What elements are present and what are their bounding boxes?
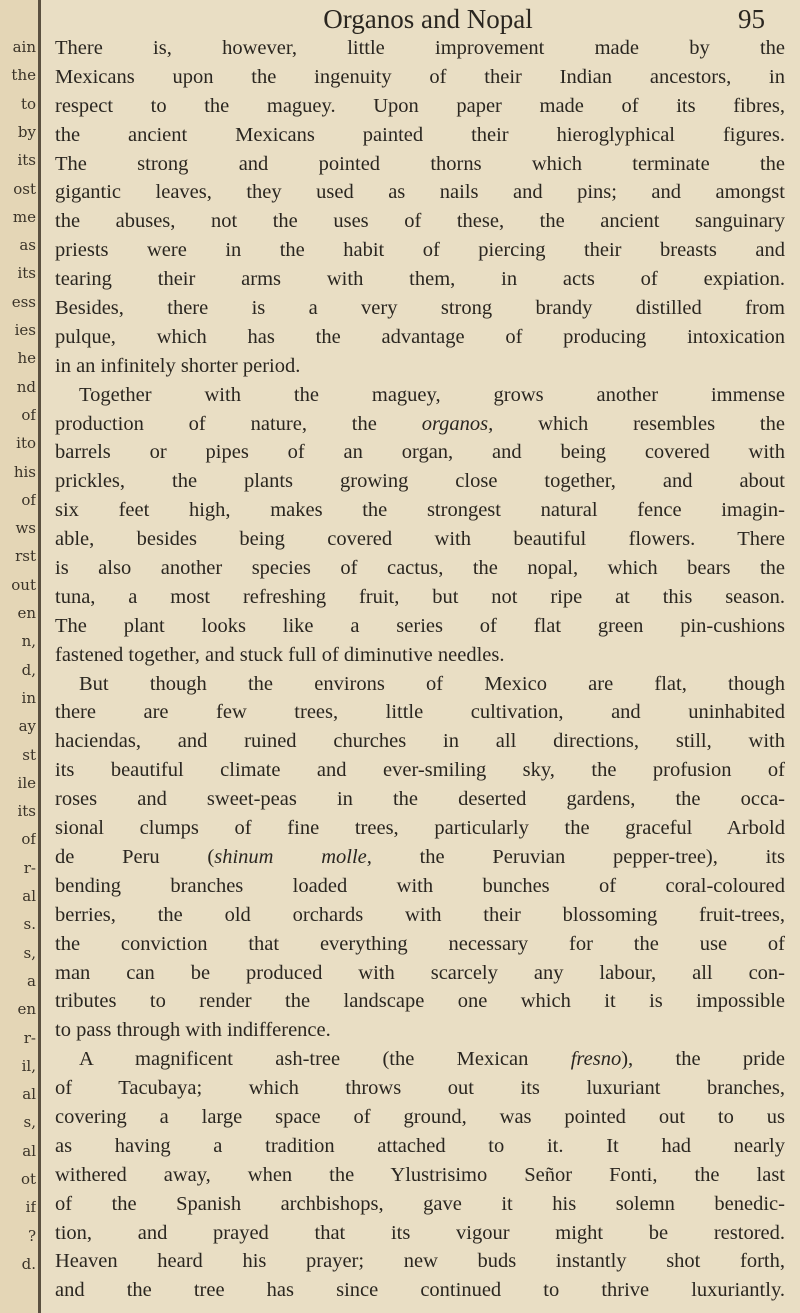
text-line	[55, 352, 785, 381]
text-line	[55, 727, 785, 756]
gutter-fragment: ain	[12, 38, 36, 56]
text-segment: prickles, the plants growing close together, and about	[55, 470, 785, 493]
text-segment: to pass through with indifference.	[55, 1019, 331, 1042]
italic-term: fresno	[570, 1048, 622, 1071]
text-segment: bending branches loaded with bunches of coral-coloured	[55, 874, 785, 897]
gutter-fragment: ies	[14, 321, 36, 339]
text-segment: berries, the old orchards with their blossoming fruit-trees,	[55, 903, 785, 926]
text-line	[55, 814, 785, 843]
text-line	[55, 1045, 785, 1074]
gutter-fragment: ot	[20, 1170, 36, 1188]
text-line	[55, 294, 785, 323]
text-line	[55, 583, 785, 612]
chapter-title: Organos and Nopal	[323, 4, 533, 34]
text-segment: production of nature, the	[55, 412, 422, 435]
text-line	[55, 236, 785, 265]
text-line	[55, 843, 785, 872]
text-segment: The strong and pointed thorns which terminate the	[55, 152, 785, 175]
gutter-fragment: ost	[13, 179, 36, 198]
text-line	[55, 323, 785, 352]
gutter-fragment: r-	[23, 858, 36, 877]
text-line	[55, 34, 785, 63]
text-segment: the abuses, not the uses of these, the ancient sanguinary	[55, 210, 785, 233]
text-line	[55, 698, 785, 727]
text-line	[55, 612, 785, 641]
text-line	[55, 1132, 785, 1161]
gutter-fragment: ile	[17, 773, 36, 792]
text-segment: the conviction that everything necessary for the use of	[55, 932, 785, 955]
gutter-fragment: nd	[16, 377, 36, 396]
text-line	[55, 1219, 785, 1248]
text-segment: priests were in the habit of piercing their breasts and	[55, 239, 785, 262]
gutter-fragment: of	[21, 830, 36, 849]
text-line	[55, 1247, 785, 1276]
text-line	[55, 1190, 785, 1219]
text-line	[55, 1276, 785, 1305]
text-segment: There is, however, little improvement made by the	[55, 37, 785, 59]
text-line	[55, 1161, 785, 1190]
text-segment: as having a tradition attached to it. It had nearly	[55, 1134, 785, 1157]
text-line	[55, 930, 785, 959]
text-line	[55, 670, 785, 699]
text-line	[55, 265, 785, 294]
text-segment: gigantic leaves, they used as nails and pins; and amongst	[55, 181, 785, 204]
gutter-fragment: r-	[23, 1028, 36, 1047]
text-line	[55, 496, 785, 525]
text-line	[55, 641, 785, 670]
gutter-fragment: by	[17, 122, 36, 141]
gutter-fragment: d.	[21, 1254, 36, 1273]
text-segment: the ancient Mexicans painted their hieroglyphical figures.	[55, 123, 785, 146]
text-segment: six feet high, makes the strongest natural fence imagin-	[55, 499, 785, 522]
gutter-fragment: en	[17, 1000, 36, 1019]
gutter-fragment: s,	[23, 1113, 36, 1132]
gutter-fragment: d,	[21, 660, 36, 679]
body-text	[55, 34, 785, 1305]
text-segment: tuna, a most refreshing fruit, but not ripe at this season.	[55, 585, 785, 608]
text-segment: But though the environs of Mexico are flat, though	[79, 672, 785, 695]
text-line	[55, 92, 785, 121]
gutter-fragment: ess	[11, 292, 36, 311]
text-segment: pulque, which has the advantage of producing intoxication	[55, 325, 785, 348]
text-line	[55, 207, 785, 236]
gutter-fragment: to	[20, 94, 36, 113]
italic-term: organos,	[421, 412, 494, 435]
text-segment: tributes to render the landscape one which it is impossible	[55, 990, 785, 1013]
gutter-fragment: en	[17, 604, 36, 622]
text-line	[55, 410, 785, 439]
text-segment: A magnificent ash-tree (the Mexican	[79, 1048, 571, 1071]
gutter-fragment: al	[22, 887, 36, 905]
text-line	[55, 987, 785, 1016]
text-segment: its beautiful climate and ever-smiling sky, the profusion of	[55, 759, 785, 782]
text-line	[55, 901, 785, 930]
text-line	[55, 121, 785, 150]
gutter-fragment: his	[13, 462, 36, 481]
text-line	[55, 1074, 785, 1103]
text-segment: man can be produced with scarcely any labour, all con-	[55, 961, 785, 984]
text-segment: is also another species of cactus, the nopal, which bears the	[55, 557, 785, 580]
text-segment: Mexicans upon the ingenuity of their Indian ancestors, in	[55, 65, 785, 88]
gutter-fragment: in	[21, 688, 36, 707]
gutter-fragment: of	[21, 490, 36, 509]
text-segment: and the tree has since continued to thrive luxuriantly.	[55, 1279, 785, 1302]
gutter-fragment: its	[17, 802, 36, 821]
text-line	[55, 756, 785, 785]
gutter-fragment: il,	[21, 1056, 36, 1075]
text-line	[55, 467, 785, 496]
text-line	[55, 525, 785, 554]
text-line	[55, 438, 785, 467]
text-line	[55, 1016, 785, 1045]
text-segment: which resembles the	[493, 412, 785, 435]
text-segment: Heaven heard his prayer; new buds instantly shot forth,	[55, 1250, 785, 1273]
text-line	[55, 1103, 785, 1132]
gutter-fragment: n,	[21, 632, 36, 651]
text-segment: in an infinitely shorter period.	[55, 354, 301, 377]
text-segment: barrels or pipes of an organ, and being covered with	[55, 441, 785, 464]
text-line	[55, 785, 785, 814]
gutter-fragment: its	[17, 264, 36, 283]
text-segment: tion, and prayed that its vigour might be restored.	[55, 1221, 785, 1244]
text-segment: of the Spanish archbishops, gave it his solemn benedic-	[55, 1192, 785, 1215]
text-line	[55, 381, 785, 410]
text-line	[55, 554, 785, 583]
text-line	[55, 959, 785, 988]
text-line	[55, 150, 785, 179]
gutter-fragment: rst	[15, 547, 36, 566]
text-segment: haciendas, and ruined churches in all directions, still, with	[55, 730, 785, 753]
gutter-fragment: if	[25, 1198, 36, 1217]
gutter-fragment: he	[17, 349, 36, 368]
gutter-fragment: ay	[18, 717, 36, 736]
facing-page-gutter	[0, 0, 41, 1313]
gutter-fragment: a	[27, 971, 36, 990]
text-segment: able, besides being covered with beautiful flowers. There	[55, 528, 785, 551]
gutter-fragment: s.	[23, 915, 36, 934]
text-segment: fastened together, and stuck full of diminutive needles.	[55, 643, 505, 666]
gutter-fragment: as	[19, 236, 36, 255]
text-segment: tearing their arms with them, in acts of expiation.	[55, 268, 785, 291]
gutter-fragment: s,	[23, 943, 36, 962]
gutter-fragment: its	[17, 151, 36, 170]
text-line	[55, 63, 785, 92]
gutter-fragment: ?	[27, 1226, 36, 1245]
text-segment: of Tacubaya; which throws out its luxuriant branches,	[55, 1077, 785, 1100]
text-segment: respect to the maguey. Upon paper made of its fibres,	[55, 94, 785, 117]
text-segment: Together with the maguey, grows another immense	[79, 383, 785, 406]
text-line	[55, 178, 785, 207]
text-segment: the Peruvian pepper-tree), its	[371, 845, 785, 868]
gutter-fragment: out	[11, 575, 36, 594]
page-number: 95	[738, 4, 765, 34]
text-segment: there are few trees, little cultivation, and uninhabited	[55, 701, 785, 724]
gutter-fragment: al	[22, 1085, 36, 1104]
gutter-fragment: of	[21, 405, 36, 424]
text-segment: sional clumps of fine trees, particularly the graceful Arbold	[55, 817, 785, 840]
gutter-fragment: ws	[15, 519, 36, 538]
gutter-fragment: me	[12, 207, 36, 226]
italic-term: shinum molle,	[214, 845, 372, 868]
text-segment: roses and sweet-peas in the deserted gardens, the occa-	[55, 788, 785, 811]
text-line	[55, 872, 785, 901]
text-segment: covering a large space of ground, was pointed out to us	[55, 1105, 785, 1128]
gutter-fragment: ito	[16, 434, 36, 453]
gutter-fragment: the	[11, 66, 36, 85]
gutter-fragment: st	[22, 745, 36, 764]
running-header	[0, 4, 800, 38]
text-segment: de Peru (	[55, 845, 215, 868]
text-segment: The plant looks like a series of flat green pin-cushions	[55, 614, 785, 637]
gutter-fragment: al	[22, 1141, 36, 1160]
text-segment: ), the pride	[621, 1048, 786, 1071]
text-segment: withered away, when the Ylustrisimo Señor Fonti, the last	[55, 1163, 785, 1186]
text-segment: Besides, there is a very strong brandy distilled from	[55, 297, 785, 320]
